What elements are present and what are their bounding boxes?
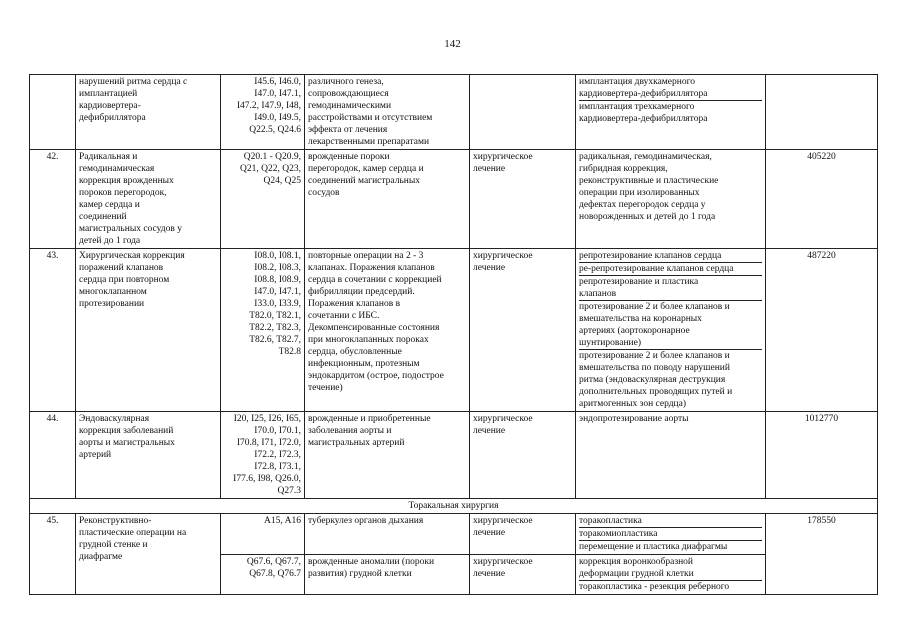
treatment-method: имплантация двухкамерного кардиовертера-дефибриллятора	[579, 76, 762, 101]
disease-model: различного генеза, сопровождающиеся гемодинамическими расстройствами и отсутствием эффекта от лечения лекарственными препаратами	[305, 75, 470, 150]
service-name: Эндоваскулярная коррекция заболеваний аорты и магистральных артерий	[76, 412, 221, 499]
treatment-type	[470, 75, 576, 150]
disease-model: врожденные пороки перегородок, камер сердца и соединений магистральных сосудов	[305, 150, 470, 249]
treatment-method: радикальная, гемодинамическая, гибридная коррекция, реконструктивные и пластические операции при изолированных дефектах перегородок сердца у новорожденных и детей до 1 года	[579, 152, 719, 222]
treatment-method: торакопластика - резекция реберного	[579, 582, 730, 592]
section-row	[30, 499, 878, 514]
disease-model: врожденные и приобретенные заболевания аорты и магистральных артерий	[305, 412, 470, 499]
treatment-method: протезирование 2 и более клапанов и вмешательства по поводу нарушений ритма (эндоваскулярная деструкция дополнительных проводящих путей и аритмогенных зон сердца)	[579, 351, 733, 409]
disease-model: туберкулез органов дыхания	[305, 514, 470, 555]
methods-cell	[576, 514, 766, 555]
icd-codes: I08.0, I08.1, I08.2, I08.3, I08.8, I08.9, I47.0, I47.1, I33.0, I33.9, T82.0, T82.1, T82.2, T82.3, T82.6, T82.7, T82.8	[221, 249, 305, 412]
price: 1012770	[766, 412, 878, 499]
icd-codes: I20, I25, I26, I65, I70.0, I70.1, I70.8, I71, I72.0, I72.2, I72.3, I72.8, I73.1, I77.6, I98, Q26.0, Q27.3	[221, 412, 305, 499]
table-row	[30, 249, 878, 412]
service-name: нарушений ритма сердца с имплантацией кардиовертера- дефибриллятора	[76, 75, 221, 150]
row-number: 44.	[30, 412, 76, 499]
treatment-method: торакопластика	[579, 515, 762, 528]
treatment-method: эндопротезирование аорты	[579, 414, 689, 424]
methods-cell	[576, 555, 766, 595]
disease-model: врожденные аномалии (пороки развития) грудной клетки	[305, 555, 470, 595]
treatment-method: репротезирование и пластика клапанов	[579, 276, 762, 301]
icd-codes: A15, A16	[221, 514, 305, 555]
row-number: 45.	[30, 514, 76, 595]
table-row	[30, 412, 878, 499]
row-number	[30, 75, 76, 150]
treatment-method: репротезирование клапанов сердца	[579, 250, 762, 263]
price: 487220	[766, 249, 878, 412]
treatment-method: ре-репротезирование клапанов сердца	[579, 263, 762, 276]
treatment-method: торакомиопластика	[579, 528, 762, 541]
methods-cell	[576, 412, 766, 499]
service-name: Реконструктивно- пластические операции на грудной стенке и диафрагме	[76, 514, 221, 595]
table-row	[30, 514, 878, 555]
icd-codes: Q67.6, Q67.7, Q67.8, Q76.7	[221, 555, 305, 595]
page-number: 142	[444, 38, 461, 50]
service-name: Хирургическая коррекция поражений клапанов сердца при повторном многоклапанном протезировании	[76, 249, 221, 412]
treatment-method: перемещение и пластика диафрагмы	[579, 542, 728, 552]
price	[766, 75, 878, 150]
treatment-type: хирургическое лечение	[470, 555, 576, 595]
methods-cell	[576, 150, 766, 249]
price: 405220	[766, 150, 878, 249]
row-number: 42.	[30, 150, 76, 249]
treatment-method: протезирование 2 и более клапанов и вмешательства на коронарных артериях (аортокоронарное шунтирование)	[579, 301, 762, 350]
treatment-method: коррекция воронкообразной деформации грудной клетки	[579, 556, 762, 581]
treatment-method: имплантация трехкамерного кардиовертера-дефибриллятора	[579, 102, 708, 124]
disease-model: повторные операции на 2 - 3 клапанах. Поражения клапанов сердца в сочетании с коррекцией фибрилляции предсердий. Поражения клапанов в сочетании с ИБС. Декомпенсированные состояния при многоклапанных пороках сердца, обусловленные инфекционным, протезным эндокардитом (острое, подострое течение)	[305, 249, 470, 412]
treatment-type: хирургическое лечение	[470, 514, 576, 555]
treatment-type: хирургическое лечение	[470, 150, 576, 249]
treatment-type: хирургическое лечение	[470, 249, 576, 412]
table-row	[30, 75, 878, 150]
services-table	[29, 74, 878, 595]
methods-cell	[576, 249, 766, 412]
methods-cell	[576, 75, 766, 150]
treatment-type: хирургическое лечение	[470, 412, 576, 499]
service-name: Радикальная и гемодинамическая коррекция врожденных пороков перегородок, камер сердца и соединений магистральных сосудов у детей до 1 года	[76, 150, 221, 249]
table-row	[30, 150, 878, 249]
price: 178550	[766, 514, 878, 595]
row-number: 43.	[30, 249, 76, 412]
icd-codes: I45.6, I46.0, I47.0, I47.1, I47.2, I47.9, I48, I49.0, I49.5, Q22.5, Q24.6	[221, 75, 305, 150]
section-title: Торакальная хирургия	[30, 499, 878, 514]
icd-codes: Q20.1 - Q20.9, Q21, Q22, Q23, Q24, Q25	[221, 150, 305, 249]
